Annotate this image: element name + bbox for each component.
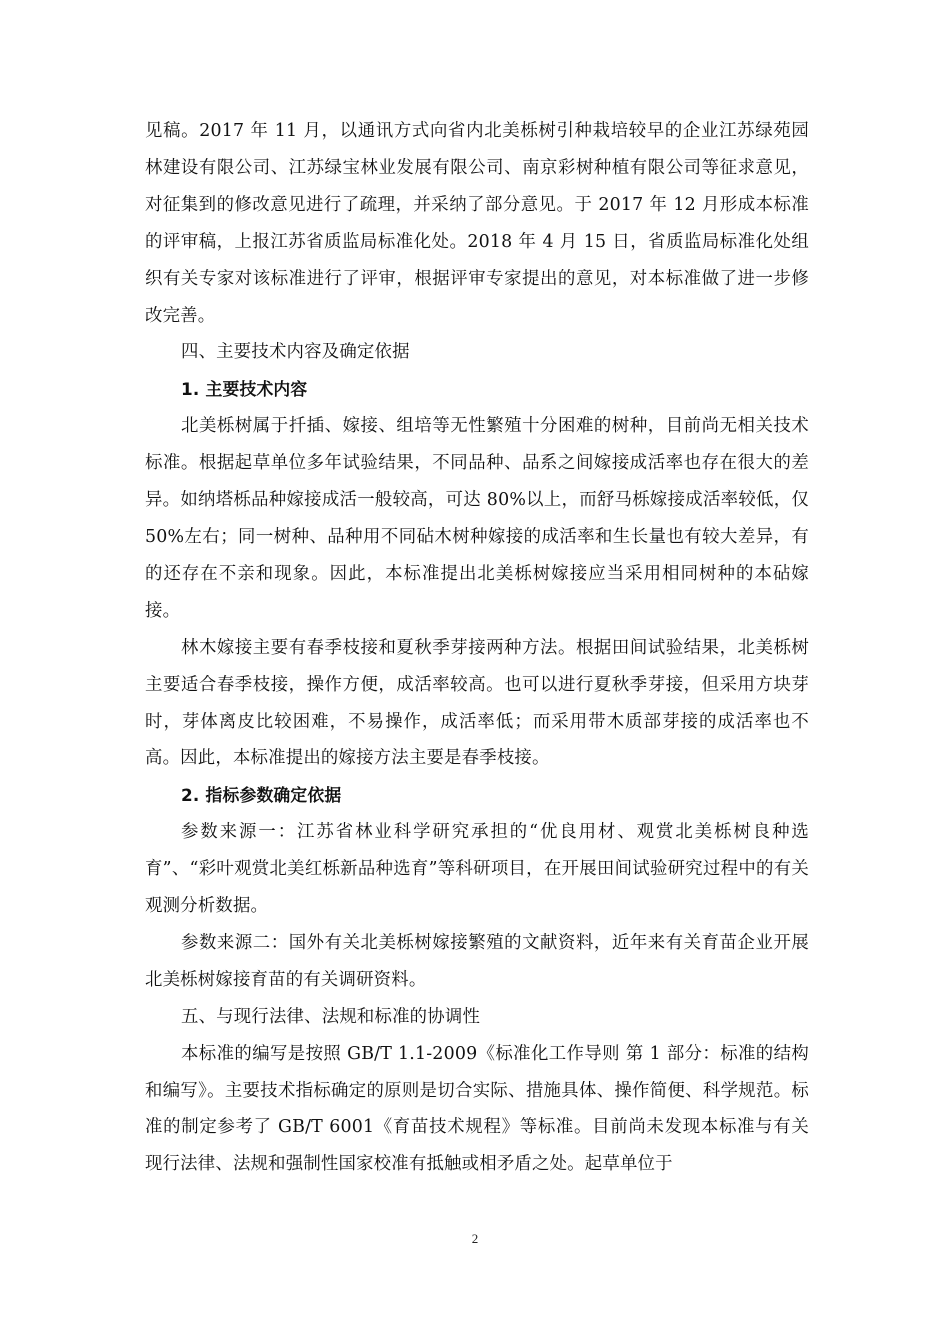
- subheading-parameter-basis: 2. 指标参数确定依据: [181, 785, 342, 806]
- paragraph-technical-content-2: 林木嫁接主要有春季枝接和夏秋季芽接两种方法。根据田间试验结果，北美栎树主要适合春季枝接，操作方便，成活率较高。也可以进行夏秋季芽接，但采用方块芽时，芽体离皮比较困难，不易操作，成活率低；而采用带木质部芽接的成活率也不高。因此，本标准提出的嫁接方法主要是春季枝接。: [145, 637, 809, 769]
- paragraph-parameter-source-1: 参数来源一：江苏省林业科学研究承担的“优良用材、观赏北美栎树良种选育”、“彩叶观赏北美红栎新品种选育”等科研项目，在开展田间试验研究过程中的有关观测分析数据。: [145, 822, 809, 917]
- paragraph-coordination: 本标准的编写是按照 GB/T 1.1-2009《标准化工作导则 第 1 部分：标准的结构和编写》。主要技术指标确定的原则是切合实际、措施具体、操作简便、科学规范。标准的制定参考了 GB/T 6001《育苗技术规程》等标准。目前尚未发现本标准与有关现行法律、法规和强制性国家校准有抵触或相矛盾之处。起草单位于: [145, 1043, 809, 1175]
- paragraph-technical-content-1: 北美栎树属于扦插、嫁接、组培等无性繁殖十分困难的树种，目前尚无相关技术标准。根据起草单位多年试验结果，不同品种、品系之间嫁接成活率也存在很大的差异。如纳塔栎品种嫁接成活一般较高，可达 80%以上，而舒马栎嫁接成活率较低，仅 50%左右；同一树种、品种用不同砧木树种嫁接的成活率和生长量也有较大差异，有的还存在不亲和现象。因此，本标准提出北美栎树嫁接应当采用相同树种的本砧嫁接。: [145, 416, 809, 621]
- section-heading-4: 四、主要技术内容及确定依据: [181, 342, 410, 363]
- paragraph-continuation: 见稿。2017 年 11 月，以通讯方式向省内北美栎树引种栽培较早的企业江苏绿苑园林建设有限公司、江苏绿宝林业发展有限公司、南京彩树种植有限公司等征求意见，对征集到的修改意见进行了疏理，并采纳了部分意见。于 2017 年 12 月形成本标准的评审稿，上报江苏省质监局标准化处。2018 年 4 月 15 日，省质监局标准化处组织有关专家对该标准进行了评审，根据评审专家提出的意见，对本标准做了进一步修改完善。: [145, 121, 809, 326]
- subheading-main-technical-content: 1. 主要技术内容: [181, 379, 308, 400]
- page-body: [145, 113, 809, 1183]
- section-heading-5: 五、与现行法律、法规和标准的协调性: [181, 1006, 481, 1027]
- paragraph-parameter-source-2: 参数来源二：国外有关北美栎树嫁接繁殖的文献资料，近年来有关育苗企业开展北美栎树嫁接育苗的有关调研资料。: [145, 932, 809, 990]
- page-number: 2: [471, 1231, 479, 1246]
